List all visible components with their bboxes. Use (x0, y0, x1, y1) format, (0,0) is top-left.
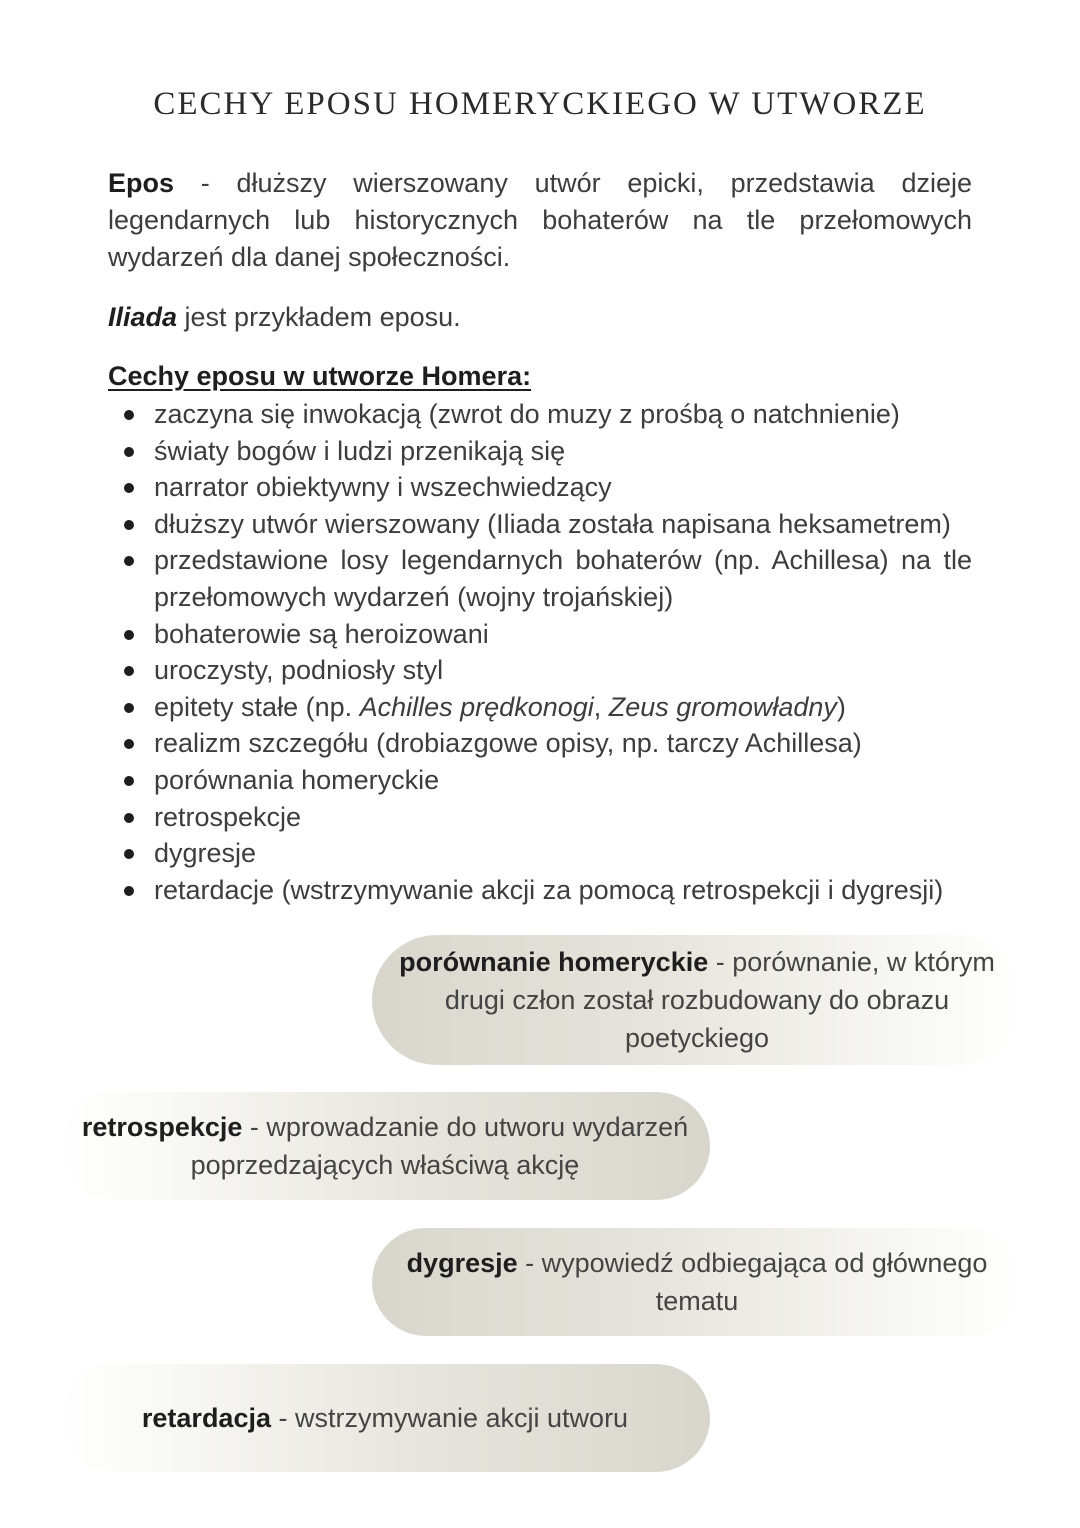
glossary-dygresje: dygresje - wypowiedź odbiegająca od głównego tematu (372, 1228, 1022, 1336)
list-item: retardacje (wstrzymywanie akcji za pomocą retrospekcji i dygresji) (122, 872, 972, 909)
list-item: realizm szczegółu (drobiazgowe opisy, np. tarczy Achillesa) (122, 725, 972, 762)
list-item: uroczysty, podniosły styl (122, 652, 972, 689)
bullet-icon (124, 666, 134, 676)
glossary-retrospekcje: retrospekcje - wprowadzanie do utworu wydarzeń poprzedzających właściwą akcję (60, 1092, 710, 1200)
bullet-icon (124, 410, 134, 420)
iliada-example (108, 299, 972, 336)
bullet-icon (124, 483, 134, 493)
bullet-icon (124, 886, 134, 896)
list-item: narrator obiektywny i wszechwiedzący (122, 469, 972, 506)
features-list (122, 396, 972, 908)
list-item: przedstawione losy legendarnych bohaterów (np. Achillesa) na tle przełomowych wydarzeń (wojny trojańskiej) (122, 542, 972, 615)
list-item: dłuższy utwór wierszowany (Iliada została napisana heksametrem) (122, 506, 972, 543)
bullet-icon (124, 447, 134, 457)
list-item: światy bogów i ludzi przenikają się (122, 433, 972, 470)
features-heading: Cechy eposu w utworze Homera: (108, 361, 532, 391)
list-item: retrospekcje (122, 799, 972, 836)
list-item: dygresje (122, 835, 972, 872)
bullet-icon (124, 776, 134, 786)
list-item: porównania homeryckie (122, 762, 972, 799)
glossary-retardacja: retardacja - wstrzymywanie akcji utworu (60, 1364, 710, 1472)
list-item: epitety stałe (np. Achilles prędkonogi, Zeus gromowładny) (122, 689, 972, 726)
list-item: zaczyna się inwokacją (zwrot do muzy z prośbą o natchnienie) (122, 396, 972, 433)
example-text: jest przykładem eposu. (177, 302, 461, 332)
definition-term: Epos (108, 168, 175, 198)
example-term: Iliada (108, 302, 178, 332)
bullet-icon (124, 703, 134, 713)
bullet-icon (124, 739, 134, 749)
epos-definition (108, 165, 972, 276)
bullet-icon (124, 520, 134, 530)
definition-text: - dłuższy wierszowany utwór epicki, przedstawia dzieje legendarnych lub historycznych bohaterów na tle przełomowych wydarzeń dla danej społeczności. (108, 168, 972, 272)
bullet-icon (124, 849, 134, 859)
bullet-icon (124, 556, 134, 566)
page-title: CECHY EPOSU HOMERYCKIEGO W UTWORZE (153, 86, 927, 122)
bullet-icon (124, 630, 134, 640)
bullet-icon (124, 813, 134, 823)
glossary-porownanie: porównanie homeryckie - porównanie, w którym drugi człon został rozbudowany do obrazu poetyckiego (372, 935, 1022, 1065)
list-item: bohaterowie są heroizowani (122, 616, 972, 653)
